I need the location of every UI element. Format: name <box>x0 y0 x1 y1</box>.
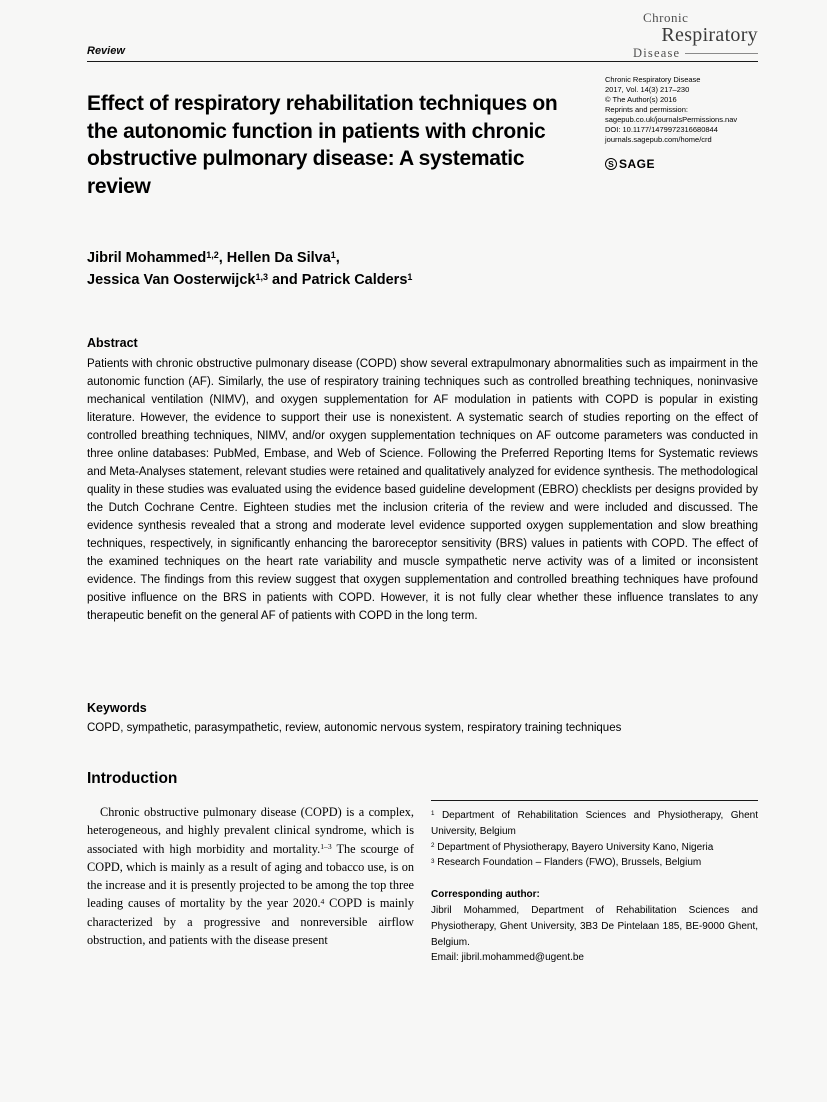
journal-info-block <box>605 75 760 170</box>
section-label: Review <box>87 45 125 57</box>
keywords-heading: Keywords <box>87 701 147 715</box>
article-title: Effect of respiratory rehabilitation techniques on the autonomic function in patients with chronic obstructive pulmonary disease: A systematic review <box>87 92 558 198</box>
authors-line-2: Jessica Van Oosterwijck$^{1,3}$ and Patrick Calders$^1$ <box>87 271 413 288</box>
body-two-column-area <box>87 770 758 966</box>
author-list <box>87 247 412 291</box>
header-divider-rule <box>87 61 758 62</box>
corresponding-author-text: Jibril Mohammed, Department of Rehabilitation Sciences and Physiotherapy, Ghent University, 3B3 De Pintelaan 185, BE-9000 Ghent, Belgium. <box>431 904 758 948</box>
logo-word-disease-row <box>633 46 758 61</box>
journal-name: Chronic Respiratory Disease <box>605 75 701 84</box>
corresponding-author-block <box>431 887 758 966</box>
footnote-column <box>431 770 758 966</box>
corresponding-author-email[interactable]: Email: jibril.mohammed@ugent.be <box>431 952 584 964</box>
journal-volume-pages: 2017, Vol. 14(3) 217–230 <box>605 85 690 94</box>
permissions-url[interactable]: sagepub.co.uk/journalsPermissions.nav <box>605 115 738 124</box>
sage-wordmark: SAGE <box>619 157 656 171</box>
footnote-divider-rule <box>431 800 758 801</box>
logo-word-disease: Disease <box>633 46 681 60</box>
body-left-column <box>87 770 414 966</box>
abstract-text: Patients with chronic obstructive pulmonary disease (COPD) show several extrapulmonary abnormalities such as impairment in the autonomic function (AF). Similarly, the use of respiratory training techniques such as controlled breathing techniques, noninvasive mechanical ventilation (NIMV), and oxygen supplementation for AF modulation in patients with COPD is popular in existing literature. However, the evidence to support their use is nonexistent. A systematic search of studies reporting on the effect of controlled breathing techniques, NIMV, and/or oxygen supplementation techniques on AF outcome parameters was conducted in three online databases: PubMed, Embase, and Web of Science. Following the Preferred Reporting Items for Systematic reviews and Meta-Analyses statement, relevant studies were retained and qualitatively analyzed for evidence synthesis. The methodological quality in these studies was evaluated using the evidence based guideline development (EBRO) checklists per designs provided by the Dutch Cochrane Centre. Eighteen studies met the inclusion criteria of the review and were included and discussed. The evidence synthesis revealed that a strong and moderate level evidence supported oxygen supplementation and slow breathing techniques, respectively, in significantly enhancing the baroreceptor sensitivity (BRS) values in patients with COPD. The effect of the examined techniques on the heart rate variability and muscle sympathetic nerve activity was of a limited or inconsistent evidence. The findings from this review suggest that oxygen supplementation and controlled breathing techniques have profound positive influence on the BRS in patients with COPD. However, it is not fully clear whether these influence translates to any therapeutic benefit on the general AF of patients with COPD in the long term. <box>87 358 758 622</box>
corresponding-author-label: Corresponding author: <box>431 889 540 901</box>
introduction-paragraph: Chronic obstructive pulmonary disease (COPD) is a complex, heterogeneous, and highly prevalent clinical syndrome, which is associated with high morbidity and mortality.$^{1-3}$ The scourge of COPD, which is mainly as a result of aging and tobacco use, is on the increase and it is presently projected to be among the top three leading causes of mortality by the year 2020.$^4$ COPD is mainly characterized by a progressive and nonreversible airflow obstruction, and patients with the disease present <box>87 805 414 948</box>
authors-line-1: Jibril Mohammed$^{1,2}$, Hellen Da Silva$^1$, <box>87 249 340 266</box>
copyright-line: © The Author(s) 2016 <box>605 95 677 104</box>
logo-word-chronic: Chronic <box>643 10 689 25</box>
reprints-permission-label: Reprints and permission: <box>605 105 688 114</box>
journal-home-url[interactable]: journals.sagepub.com/home/crd <box>605 135 712 144</box>
introduction-heading: Introduction <box>87 770 178 787</box>
keywords-section <box>87 701 758 737</box>
affiliation-3: $^3$ Research Foundation – Flanders (FWO), Brussels, Belgium <box>431 857 702 869</box>
affiliation-2: $^2$ Department of Physiotherapy, Bayero University Kano, Nigeria <box>431 841 714 853</box>
affiliations-block <box>431 808 758 871</box>
abstract-section <box>87 336 758 625</box>
affiliation-1: $^1$ Department of Rehabilitation Sciences and Physiotherapy, Ghent University, Belgium <box>431 810 758 837</box>
abstract-heading: Abstract <box>87 336 138 350</box>
sage-circle-s-icon: S <box>605 158 617 170</box>
keywords-text: COPD, sympathetic, parasympathetic, review, autonomic nervous system, respiratory training techniques <box>87 722 622 734</box>
doi-line: DOI: 10.1177/1479972316680844 <box>605 125 718 134</box>
sage-logo <box>605 158 760 170</box>
logo-rule-line <box>685 53 758 54</box>
logo-word-respiratory: Respiratory <box>661 24 758 46</box>
journal-logo <box>633 10 758 61</box>
